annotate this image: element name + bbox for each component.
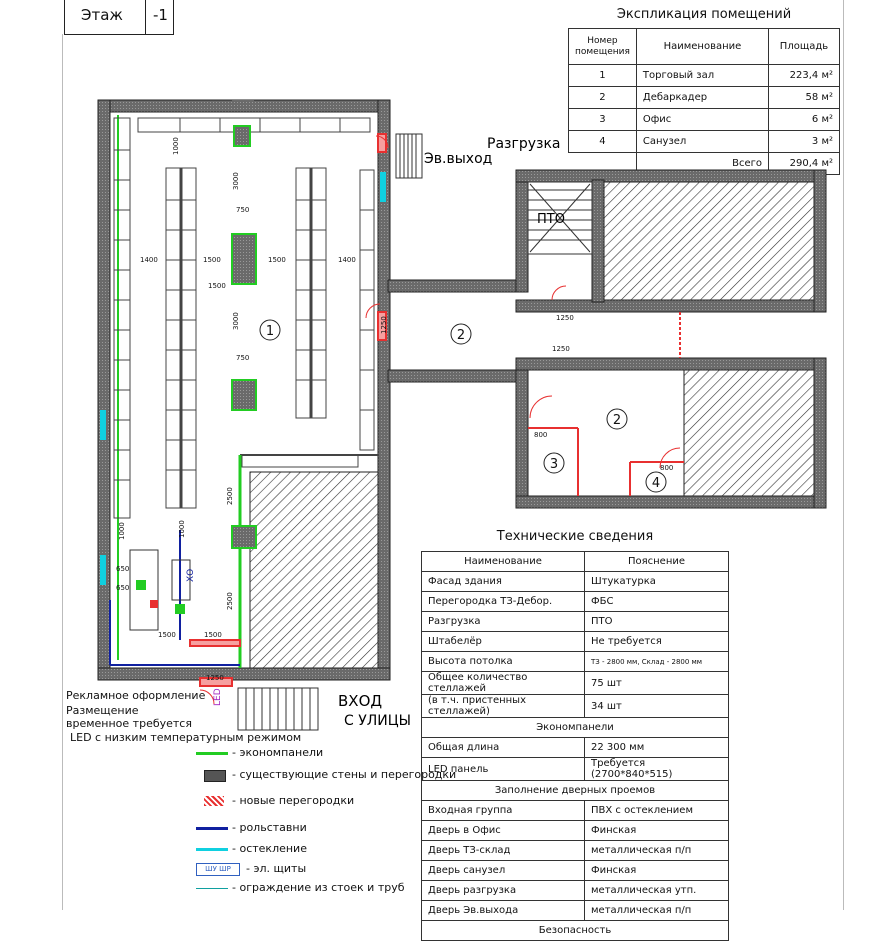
svg-text:4: 4: [651, 476, 661, 491]
entrance-label: ВХОД: [338, 692, 383, 710]
legend-shutter-swatch: [196, 827, 228, 830]
svg-text:1400: 1400: [140, 256, 158, 264]
room-labels: [260, 320, 666, 492]
svg-text:750: 750: [236, 206, 250, 214]
storage-hatched: [250, 472, 378, 668]
tech-section-doors: Заполнение дверных проемов: [422, 781, 729, 801]
svg-text:1000: 1000: [118, 522, 126, 540]
floor-label: Этаж: [81, 6, 123, 24]
svg-text:3000: 3000: [232, 172, 240, 190]
tech-section-econ: Экономпанели: [422, 718, 729, 738]
svg-text:1000: 1000: [178, 520, 186, 538]
expl-total-value: 290,4 м²: [769, 153, 840, 175]
svg-text:800: 800: [660, 464, 674, 472]
tech-row: LED панель Требуется (2700*840*515): [422, 758, 729, 781]
gondola-left: [166, 168, 196, 508]
legend-glazing-label: - остекление: [232, 842, 307, 855]
tech-row: Дверь Эв.выхода металлическая п/п: [422, 901, 729, 921]
tech-row: Общая длина 22 300 мм: [422, 738, 729, 758]
note-temp-placement: Размещение временное требуется: [66, 704, 192, 730]
tech-row: (в т.ч. пристенных стеллажей) 34 шт: [422, 695, 729, 718]
tech-section-safety: Безопасность: [422, 921, 729, 941]
svg-text:1500: 1500: [158, 631, 176, 639]
floor-value: -1: [153, 6, 168, 24]
tech-row: Разгрузка ПТО: [422, 612, 729, 632]
legend-shields-label: - эл. щиты: [246, 862, 307, 875]
tech-row: Общее количество стеллажей 75 шт: [422, 672, 729, 695]
svg-text:1500: 1500: [204, 631, 222, 639]
expl-row: 4 Санузел 3 м²: [569, 131, 840, 153]
tech-row: Фасад здания Штукатурка: [422, 572, 729, 592]
legend-econ-swatch: [196, 752, 228, 755]
expl-header-num: Номер помещения: [569, 29, 637, 65]
tech-row: Перегородка ТЗ-Дебор. ФБС: [422, 592, 729, 612]
tech-row: Дверь в Офис Финская: [422, 821, 729, 841]
explication-title: Экспликация помещений: [616, 7, 792, 22]
tech-row: Дверь ТЗ-склад металлическая п/п: [422, 841, 729, 861]
svg-text:3000: 3000: [232, 312, 240, 330]
expl-total-label: Всего: [636, 153, 768, 175]
svg-text:800: 800: [534, 431, 548, 439]
expl-header-area: Площадь: [769, 29, 840, 65]
svg-text:1500: 1500: [268, 256, 286, 264]
svg-text:2: 2: [612, 413, 622, 428]
tech-row: Высота потолка ТЗ - 2800 мм, Склад - 2800 мм: [422, 652, 729, 672]
svg-text:1250: 1250: [380, 316, 388, 334]
tech-table: Наименование Пояснение Фасад здания Штукатурка Перегородка ТЗ-Дебор. ФБС Разгрузка ПТО Штабелёр Не требуется Высота потолка ТЗ - 2800 мм, Склад - 2800 мм Общее количество стеллажей 75 шт (в т.ч. пристенных стеллажей) 34 шт Экономпанели Общая длина 22 300 мм LED панель Требуется (2700*840*515) Заполнение дверных проемов Входная группа ПВХ с остеклением Дверь в Офис Финская Дверь ТЗ-склад металлическая п/п Дверь санузел Финская Дверь разгрузка металлическая утп. Дверь Эв.выхода металлическая п/п Безопасность: [421, 551, 729, 941]
svg-text:650: 650: [116, 565, 130, 573]
legend-glazing-swatch: [196, 848, 228, 851]
wall-shelves: [114, 118, 374, 518]
svg-text:3: 3: [549, 457, 559, 472]
legend-fence-label: - ограждение из стоек и труб: [232, 881, 405, 894]
svg-text:650: 650: [116, 584, 130, 592]
kho-label: ХО: [186, 568, 196, 582]
legend-shutter-label: - рольставни: [232, 821, 307, 834]
expl-row: 2 Дебаркадер 58 м²: [569, 87, 840, 109]
legend-fence-swatch: [196, 888, 228, 889]
legend-walls-label: - существующие стены и перегородки: [232, 768, 457, 781]
legend-shields-swatch: ШУ ШР: [196, 863, 240, 876]
svg-text:2: 2: [456, 328, 466, 343]
tech-row: Входная группа ПВХ с остеклением: [422, 801, 729, 821]
note-led: LED с низким температурным режимом: [70, 731, 302, 744]
svg-text:1250: 1250: [552, 345, 570, 353]
expl-row: 1 Торговый зал 223,4 м²: [569, 65, 840, 87]
legend-partitions-label: - новые перегородки: [232, 794, 355, 807]
svg-text:1250: 1250: [206, 674, 224, 682]
emergency-exit-label: Эв.выход: [424, 151, 493, 167]
glazing: [380, 172, 386, 202]
led-label: LED: [213, 688, 223, 706]
gondola-right: [296, 168, 326, 418]
legend-partitions-swatch: [204, 796, 224, 806]
svg-text:1: 1: [265, 324, 275, 339]
hatched-area-top: [604, 182, 814, 300]
legend-econ-label: - экономпанели: [232, 746, 324, 759]
svg-text:1500: 1500: [203, 256, 221, 264]
svg-text:2500: 2500: [226, 592, 234, 610]
expl-header-name: Наименование: [636, 29, 768, 65]
svg-text:750: 750: [236, 354, 250, 362]
tech-row: Дверь разгрузка металлическая утп.: [422, 881, 729, 901]
hatched-area-bottom: [684, 370, 814, 496]
note-advertising: Рекламное оформление: [66, 689, 206, 702]
legend-walls-swatch: [204, 770, 226, 782]
unload-label: Разгрузка: [487, 136, 561, 152]
tech-title: Технические сведения: [496, 529, 654, 544]
plan-notes: [66, 689, 301, 744]
svg-text:1400: 1400: [338, 256, 356, 264]
svg-text:2500: 2500: [226, 487, 234, 505]
svg-text:1250: 1250: [556, 314, 574, 322]
svg-text:1000: 1000: [172, 137, 180, 155]
entrance-label-street: С УЛИЦЫ: [344, 713, 411, 729]
stairs-emergency: [396, 134, 422, 178]
tech-row: Дверь санузел Финская: [422, 861, 729, 881]
pto-label: ПТО: [537, 212, 565, 227]
tech-row: Штабелёр Не требуется: [422, 632, 729, 652]
svg-text:1500: 1500: [208, 282, 226, 290]
expl-row: 3 Офис 6 м²: [569, 109, 840, 131]
